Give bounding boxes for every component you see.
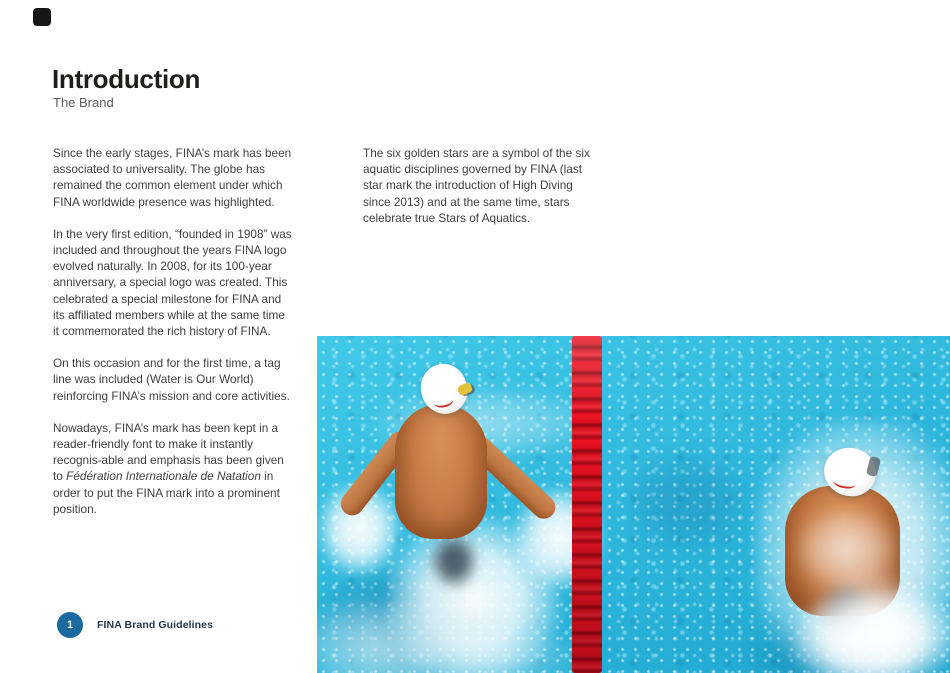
paragraph: [53, 420, 293, 517]
intro-text-column-right: [363, 145, 603, 242]
paragraph: The six golden stars are a symbol of the six aquatic disciplines governed by FINA (last star mark the introduction of High Diving since 2013) and at the same time, stars celebrate true Stars of Aquatics.: [363, 146, 590, 225]
page-subtitle: The Brand: [53, 95, 114, 110]
paragraph: On this occasion and for the first time, a tag line was included (Water is Our World) reinforcing FINA’s mission and core activities.: [53, 356, 290, 403]
swimmers-pool-photo: [317, 336, 950, 673]
page-title: Introduction: [52, 64, 201, 94]
paragraph-italic-text: Fédération Internationale de Natation: [66, 469, 261, 484]
paragraph: In the very first edition, “founded in 1908” was included and throughout the years FINA logo evolved naturally. In 2008, for its 100-year anniversary, a special logo was created. This celebrated a special milestone for FINA and its affiliated members while at the same time it commemorated the rich history of FINA.: [53, 226, 292, 339]
swimmer-left-swimsuit: [429, 532, 479, 590]
paragraph: Since the early stages, FINA’s mark has been associated to universality. The globe has remained the common element under which FINA worldwide presence was highlighted.: [53, 146, 292, 209]
page-number: 1: [66, 619, 74, 631]
logo-mark-icon: [33, 8, 51, 26]
swimmer-left-torso: [395, 404, 487, 539]
paragraph-text: in order to put the FINA mark into a prominent position.: [53, 469, 280, 516]
lane-rope: [572, 336, 602, 673]
page-number-badge: [57, 612, 83, 638]
intro-text-column-left: [53, 145, 293, 533]
deep-water-shading: [617, 446, 757, 556]
paragraph-text: Nowadays, FINA’s mark has been kept in a reader-friendly font to make it instantly recognis-able and emphasis has been given to: [53, 420, 284, 484]
footer-document-title: FINA Brand Guidelines: [97, 619, 214, 631]
swimmer-right-splash-trail: [795, 591, 950, 673]
